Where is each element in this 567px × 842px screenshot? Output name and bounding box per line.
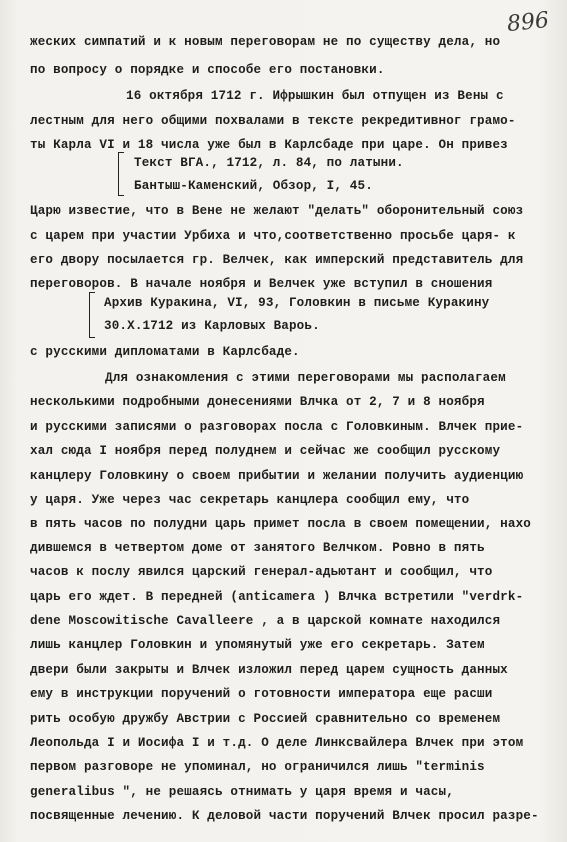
text-line: Леопольда I и Иосифа I и т.д. О деле Линксвайлера Влчек при этом xyxy=(30,736,524,750)
text-line: двери были закрыты и Влчек изложил перед царем сущность данных xyxy=(30,663,508,677)
text-line: посвященные лечению. К деловой части поручений Влчек просил разре- xyxy=(30,809,539,823)
text-line: лишь канцлер Головкин и упомянутый уже его секретарь. Затем xyxy=(30,638,485,652)
text-line: царь его ждет. В передней (anticamera ) Влчка встретили "verdrk- xyxy=(30,590,524,604)
text-line: несколькими подробными донесениями Влчка от 2, 7 и 8 ноября xyxy=(30,395,485,409)
footnote-bracket xyxy=(118,152,124,196)
footnote-line: Бантыш-Каменский, Обзор, I, 45. xyxy=(134,179,373,193)
footnote-line: 30.X.1712 из Карловых Вароь. xyxy=(104,319,320,333)
text-line: с царем при участии Урбиха и что,соответственно просьбе царя- к xyxy=(30,229,516,243)
text-line: с русскими дипломатами в Карлсбаде. xyxy=(30,345,300,359)
text-line: первом разговоре не упоминал, но ограничился лишь "terminis xyxy=(30,760,485,774)
text-line: Царю известие, что в Вене не желают "делать" оборонительный союз xyxy=(30,204,524,218)
text-line: ты Карла VI и 18 числа уже был в Карлсбаде при царе. Он привез xyxy=(30,138,508,152)
text-line: в пять часов по полудни царь примет посла в своем помещении, нахо xyxy=(30,517,531,531)
footnote-line: Текст ВГА., 1712, л. 84, по латыни. xyxy=(134,156,404,170)
text-line: жеских симпатий и к новым переговорам не по существу дела, но xyxy=(30,35,501,49)
text-line: и русскими записями о разговорах посла с Головкиным. Влчек прие- xyxy=(30,420,524,434)
text-line: его двору посылается гр. Велчек, как имперский представитель для xyxy=(30,253,524,267)
footnote-bracket xyxy=(89,292,95,338)
page-number: 896 xyxy=(505,7,551,38)
text-line: переговоров. В начале ноября и Велчек уже вступил в сношения xyxy=(30,277,493,291)
text-line: generalibus ", не решаясь отнимать у царя время и часы, xyxy=(30,785,454,799)
text-line: у царя. Уже через час секретарь канцлера сообщил ему, что xyxy=(30,493,470,507)
text-line: ему в инструкции поручений о готовности императора еще расши xyxy=(30,687,493,701)
text-line: рить особую дружбу Австрии с Россией сравнительно со временем xyxy=(30,712,501,726)
text-line: часов к послу явился царский генерал-адьютант и сообщил, что xyxy=(30,565,493,579)
text-line: dene Moscowitische Cavalleere , а в царской комнате находился xyxy=(30,614,501,628)
text-line: 16 октября 1712 г. Ифрышкин был отпущен из Вены с xyxy=(126,89,504,103)
text-line: канцлеру Головкину о своем прибытии и желании получить аудиенцию xyxy=(30,469,524,483)
text-line: по вопросу о порядке и способе его постановки. xyxy=(30,63,385,77)
text-line: хал сюда I ноября перед полуднем и сейчас же сообщил русскому xyxy=(30,444,501,458)
text-line: дившемся в четвертом доме от занятого Велчком. Ровно в пять xyxy=(30,541,485,555)
text-line: лестным для него общими похвалами в тексте рекредитивног грамо- xyxy=(30,114,516,128)
footnote-line: Архив Куракина, VI, 93, Головкин в письме Куракину xyxy=(104,296,490,310)
text-line: Для ознакомления с этими переговорами мы располагаем xyxy=(105,371,506,385)
